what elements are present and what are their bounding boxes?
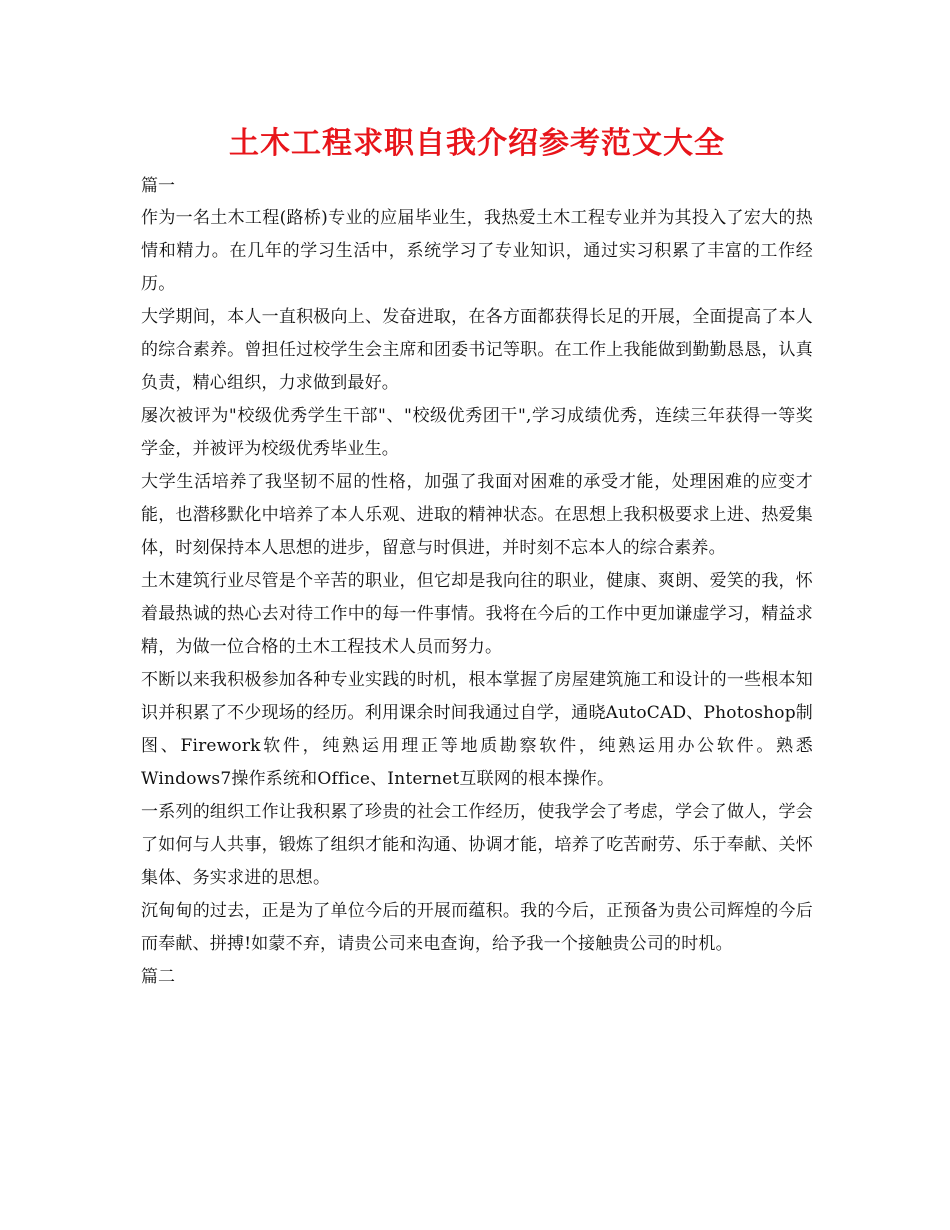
paragraph-5: 土木建筑行业尽管是个辛苦的职业，但它却是我向往的职业，健康、爽朗、爱笑的我，怀着最热诚的热心去对待工作中的每一件事情。我将在今后的工作中更加谦虚学习，精益求精，为做一位合格的土木工程技术人员而努力。 <box>141 571 813 657</box>
paragraph-6: 不断以来我积极参加各种专业实践的时机，根本掌握了房屋建筑施工和设计的一些根本知识并积累了不少现场的经历。利用课余时间我通过自学，通晓AutoCAD、Photoshop制图、Firework软件，纯熟运用理正等地质勘察软件，纯熟运用办公软件。熟悉Windows7操作系统和Office、Internet互联网的根本操作。 <box>141 670 813 789</box>
document-page <box>141 120 813 993</box>
paragraph-1: 作为一名土木工程(路桥)专业的应届毕业生，我热爱土木工程专业并为其投入了宏大的热情和精力。在几年的学习生活中，系统学习了专业知识，通过实习积累了丰富的工作经历。 <box>141 208 813 294</box>
section-label-two: 篇二 <box>141 967 175 987</box>
paragraph-8: 沉甸甸的过去，正是为了单位今后的开展而蕴积。我的今后，正预备为贵公司辉煌的今后而奉献、拼搏!如蒙不弃，请贵公司来电查询，给予我一个接触贵公司的时机。 <box>141 901 813 954</box>
paragraph-3: 屡次被评为"校级优秀学生干部"、"校级优秀团干",学习成绩优秀，连续三年获得一等奖学金，并被评为校级优秀毕业生。 <box>141 406 813 459</box>
document-title: 土木工程求职自我介绍参考范文大全 <box>229 126 725 161</box>
paragraph-2: 大学期间，本人一直积极向上、发奋进取，在各方面都获得长足的开展，全面提高了本人的综合素养。曾担任过校学生会主席和团委书记等职。在工作上我能做到勤勤恳恳，认真负责，精心组织，力求做到最好。 <box>141 307 813 393</box>
section-label-one: 篇一 <box>141 176 175 196</box>
paragraph-7: 一系列的组织工作让我积累了珍贵的社会工作经历，使我学会了考虑，学会了做人，学会了如何与人共事，锻炼了组织才能和沟通、协调才能，培养了吃苦耐劳、乐于奉献、关怀集体、务实求进的思想。 <box>141 802 813 888</box>
paragraph-4: 大学生活培养了我坚韧不屈的性格，加强了我面对困难的承受才能，处理困难的应变才能，也潜移默化中培养了本人乐观、进取的精神状态。在思想上我积极要求上进、热爱集体，时刻保持本人思想的进步，留意与时俱进，并时刻不忘本人的综合素养。 <box>141 472 813 558</box>
